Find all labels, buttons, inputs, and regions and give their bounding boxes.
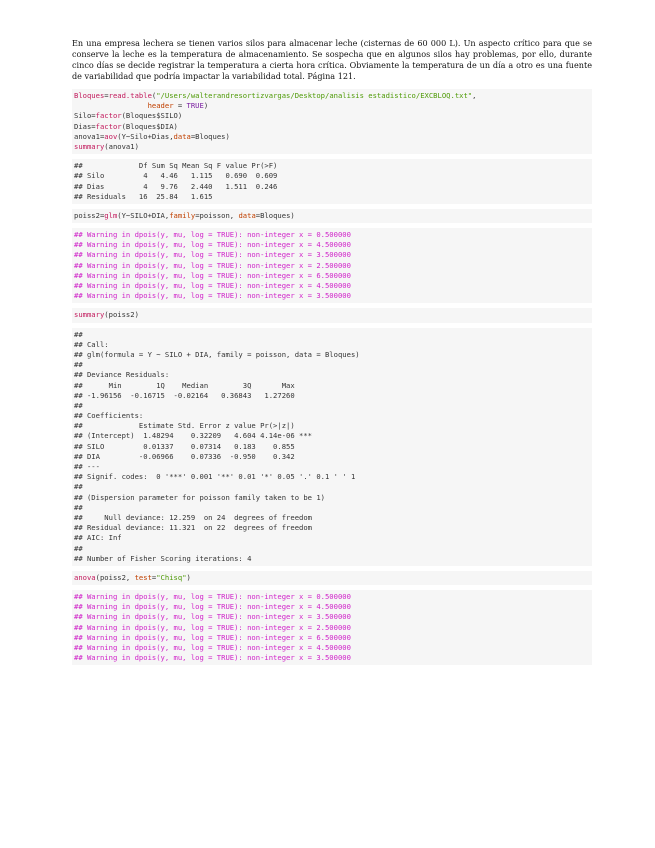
output-line: ## Min 1Q Median 3Q Max: [74, 380, 295, 390]
code-token: (Y~Silo+Dias,: [117, 131, 174, 141]
code-line: [74, 132, 590, 142]
output-line: ## AIC: Inf: [74, 533, 122, 543]
output-line: ## ---: [74, 462, 100, 471]
warning-line: ## Warning in dpois(y, mu, log = TRUE): non-integer x = 4.500000: [74, 643, 351, 652]
code-line: [74, 142, 590, 152]
output-line: ##: [74, 543, 83, 553]
code-token: header: [147, 101, 174, 111]
code-token: factor: [95, 111, 122, 121]
output-line: ##: [74, 360, 83, 370]
code-line: [74, 91, 590, 101]
output-line: ## (Dispersion parameter for poisson family taken to be 1): [74, 492, 325, 502]
warning-line: ## Warning in dpois(y, mu, log = TRUE): non-integer x = 4.500000: [74, 602, 351, 612]
code-token: summary: [74, 310, 105, 320]
output-line: ##: [74, 400, 83, 410]
warning-line: ## Warning in dpois(y, mu, log = TRUE): non-integer x = 6.500000: [74, 632, 351, 642]
code-token: anova: [74, 572, 96, 582]
code-chunk: [72, 209, 592, 223]
code-token: [74, 101, 148, 110]
code-token: =Bloques): [255, 210, 295, 220]
output-line: ##: [74, 502, 83, 512]
code-token: test: [134, 572, 152, 582]
code-token: =: [151, 572, 157, 582]
code-line: [74, 111, 590, 121]
code-token: (Bloques$DIA): [121, 121, 178, 131]
warning-line: ## Warning in dpois(y, mu, log = TRUE): non-integer x = 3.500000: [74, 291, 351, 301]
code-token: "Chisq": [156, 572, 187, 582]
warning-line: ## Warning in dpois(y, mu, log = TRUE): non-integer x = 6.500000: [74, 270, 351, 280]
code-token: =Bloques): [190, 131, 230, 141]
code-output-region: [72, 89, 592, 665]
code-token: ): [203, 101, 209, 111]
code-token: =: [104, 91, 109, 100]
code-token: Dias=: [74, 121, 96, 131]
warning-line: ## Warning in dpois(y, mu, log = TRUE): non-integer x = 3.500000: [74, 612, 351, 622]
output-line: ## Residuals 16 25.84 1.615: [74, 191, 213, 201]
code-token: (poiss2,: [95, 572, 135, 582]
code-chunk: [72, 89, 592, 154]
code-token: aov: [104, 131, 118, 141]
code-token: (poiss2): [104, 310, 139, 320]
output-line: ## Call:: [74, 339, 109, 349]
code-line: [74, 310, 590, 320]
code-token: =poisson,: [195, 210, 239, 220]
code-token: "/Users/walterandresortizvargas/Desktop/analisis estadistico/EXCBLOQ.txt": [156, 91, 473, 100]
warning-line: ## Warning in dpois(y, mu, log = TRUE): non-integer x = 3.500000: [74, 653, 351, 663]
code-token: (Bloques$SILO): [121, 111, 183, 121]
code-line: [74, 122, 590, 132]
code-token: (: [151, 91, 157, 100]
code-chunk: [72, 308, 592, 322]
code-line: [74, 211, 590, 221]
code-token: data: [238, 210, 256, 220]
output-line: ##: [74, 482, 83, 492]
output-line: ## glm(formula = Y ~ SILO + DIA, family = poisson, data = Bloques): [74, 349, 360, 359]
output-line: ## Coefficients:: [74, 411, 144, 421]
output-chunk: [72, 159, 592, 204]
warning-chunk: [72, 228, 592, 303]
code-token: anova1=: [74, 131, 105, 141]
warning-chunk: [72, 590, 592, 665]
code-token: ,: [472, 91, 477, 100]
code-token: (anova1): [104, 141, 139, 151]
code-token: TRUE: [186, 101, 204, 111]
intro-paragraph: En una empresa lechera se tienen varios silos para almacenar leche (cisternas de 60 000 L). Un aspecto crítico para que se conserve la leche es la temperatura de almacenamiento. Se sospecha que en algunos silos hay problemas, por ello, durante cinco días se decide registrar la temperatura a cierta hora crítica. Obviamente la temperatura de un día a otro es una fuente de variabilidad que podría impactar la variabilidad total. Página 121.: [72, 38, 592, 81]
output-line: ## Residual deviance: 11.321 on 22 degrees of freedom: [74, 523, 312, 533]
warning-line: ## Warning in dpois(y, mu, log = TRUE): non-integer x = 4.500000: [74, 281, 351, 290]
warning-line: ## Warning in dpois(y, mu, log = TRUE): non-integer x = 0.500000: [74, 230, 351, 240]
output-line: ## Estimate Std. Error z value Pr(>|z|): [74, 421, 295, 431]
warning-line: ## Warning in dpois(y, mu, log = TRUE): non-integer x = 2.500000: [74, 260, 351, 270]
document-page: [72, 38, 592, 670]
code-token: summary: [74, 141, 105, 151]
output-line: ## Deviance Residuals:: [74, 370, 170, 380]
output-line: ## (Intercept) 1.48294 0.32209 4.604 4.14e-06 ***: [74, 431, 312, 441]
output-line: ## -1.96156 -0.16715 -0.02164 0.36843 1.27260: [74, 390, 295, 400]
output-line: ## Dias 4 9.76 2.440 1.511 0.246: [74, 181, 278, 191]
output-line: ## SILO 0.01337 0.07314 0.183 0.855: [74, 441, 295, 451]
code-token: factor: [95, 121, 122, 131]
code-chunk: [72, 571, 592, 585]
output-line: ## Silo 4 4.46 1.115 0.690 0.609: [74, 171, 278, 181]
warning-line: ## Warning in dpois(y, mu, log = TRUE): non-integer x = 2.500000: [74, 622, 351, 632]
output-line: ## DIA -0.06966 0.07336 -0.950 0.342: [74, 451, 295, 461]
code-token: family: [169, 210, 196, 220]
output-line: ## Signif. codes: 0 '***' 0.001 '**' 0.01 '*' 0.05 '.' 0.1 ' ' 1: [74, 472, 356, 482]
code-token: =: [173, 101, 187, 111]
code-token: (Y~SILO+DIA,: [117, 210, 170, 220]
warning-line: ## Warning in dpois(y, mu, log = TRUE): non-integer x = 3.500000: [74, 250, 351, 260]
output-line: ## Null deviance: 12.259 on 24 degrees of freedom: [74, 512, 312, 522]
code-token: glm: [104, 210, 118, 220]
code-token: Bloques: [74, 91, 105, 100]
output-line: ##: [74, 329, 83, 339]
code-token: poiss2=: [74, 210, 105, 220]
code-token: read.table: [108, 91, 152, 100]
code-line: [74, 573, 590, 583]
code-line: [74, 101, 590, 111]
output-line: ## Number of Fisher Scoring iterations: 4: [74, 553, 252, 563]
code-token: data: [173, 131, 191, 141]
warning-line: ## Warning in dpois(y, mu, log = TRUE): non-integer x = 4.500000: [74, 240, 351, 250]
output-line: ## Df Sum Sq Mean Sq F value Pr(>F): [74, 161, 278, 171]
code-token: Silo=: [74, 111, 96, 121]
output-chunk: [72, 328, 592, 566]
warning-line: ## Warning in dpois(y, mu, log = TRUE): non-integer x = 0.500000: [74, 592, 351, 602]
code-token: ): [186, 572, 191, 582]
